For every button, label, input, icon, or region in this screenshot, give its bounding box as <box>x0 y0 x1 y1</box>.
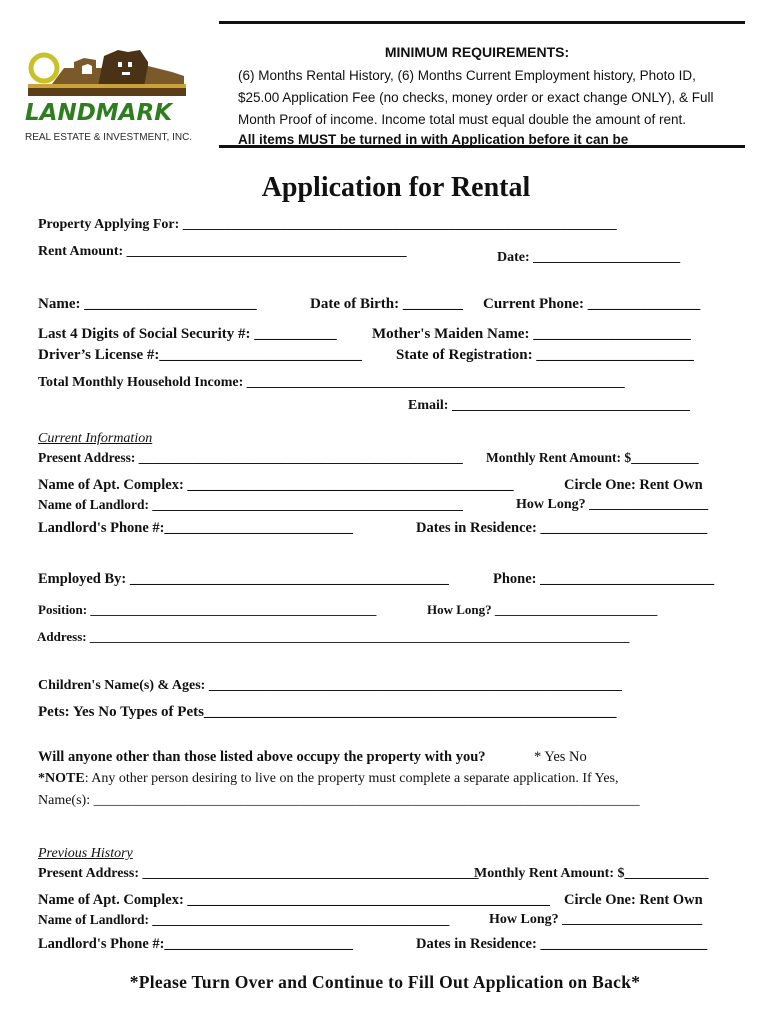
employer-address-field[interactable]: Address: ___________________________________________________________________________________ <box>37 629 630 644</box>
household-income-field[interactable]: Total Monthly Household Income: ______________________________________________________ <box>38 375 625 390</box>
requirements-line-4: All items MUST be turned in with Application before it can be <box>238 132 629 147</box>
current-rent-own-choice[interactable]: Circle One: Rent Own <box>564 477 703 493</box>
employment-how-long-field[interactable]: How Long? _________________________ <box>427 602 658 617</box>
logo-buildings-graphic <box>22 46 192 106</box>
current-monthly-rent-field[interactable]: Monthly Rent Amount: $__________ <box>486 450 699 465</box>
previous-dates-residence-field[interactable]: Dates in Residence: _______________________ <box>416 936 708 952</box>
drivers-license-field[interactable]: Driver’s License #:___________________________ <box>38 347 362 363</box>
note-text: : Any other person desiring to live on the property must complete a separate application. If Yes, <box>84 771 619 786</box>
requirements-line-1: (6) Months Rental History, (6) Months Current Employment history, Photo ID, <box>238 68 696 83</box>
requirements-line-3: Month Proof of income. Income total must equal double the amount of rent. <box>238 112 687 127</box>
current-how-long-field[interactable]: How Long? _________________ <box>516 497 709 512</box>
logo-wordmark: LANDMARK <box>25 100 173 126</box>
previous-how-long-field[interactable]: How Long? ____________________ <box>489 912 703 927</box>
current-apt-complex-field[interactable]: Name of Apt. Complex: _____________________________________________ <box>38 477 514 493</box>
previous-present-address-field[interactable]: Present Address: ________________________________________________ <box>38 866 479 881</box>
current-landlord-name-field[interactable]: Name of Landlord: ______________________________________________ <box>38 497 463 512</box>
dob-field[interactable]: Date of Birth: ________ <box>310 296 463 312</box>
note-line <box>38 771 619 787</box>
previous-monthly-rent-field[interactable]: Monthly Rent Amount: $____________ <box>474 866 709 881</box>
other-occupant-names-field[interactable]: Name(s): ______________________________________________________________________________ <box>38 793 640 808</box>
maiden-name-field[interactable]: Mother's Maiden Name: _____________________ <box>372 326 691 342</box>
other-occupants-question: Will anyone other than those listed above occupy the property with you? <box>38 749 486 765</box>
previous-landlord-phone-field[interactable]: Landlord's Phone #:__________________________ <box>38 936 353 952</box>
position-field[interactable]: Position: ____________________________________________ <box>38 602 377 617</box>
turn-over-footer: *Please Turn Over and Continue to Fill Out Application on Back* <box>129 972 641 992</box>
current-landlord-phone-field[interactable]: Landlord's Phone #:__________________________ <box>38 520 353 536</box>
logo-subtitle: REAL ESTATE & INVESTMENT, INC. <box>25 132 193 143</box>
current-phone-field[interactable]: Current Phone: _______________ <box>483 296 701 312</box>
previous-history-heading: Previous History <box>38 846 133 861</box>
children-field[interactable]: Children's Name(s) & Ages: ___________________________________________________________ <box>38 678 622 693</box>
current-info-heading: Current Information <box>38 431 153 446</box>
header-top-rule <box>219 21 745 24</box>
previous-apt-complex-field[interactable]: Name of Apt. Complex: __________________________________________________ <box>38 892 550 908</box>
previous-landlord-name-field[interactable]: Name of Landlord: ____________________________________________ <box>38 912 450 927</box>
ssn-field[interactable]: Last 4 Digits of Social Security #: ___________ <box>38 326 337 342</box>
requirements-title: MINIMUM REQUIREMENTS: <box>384 44 570 60</box>
pets-field[interactable]: Pets: Yes No Types of Pets_______________________________________________________ <box>38 704 617 720</box>
rent-amount-field[interactable]: Rent Amount: ________________________________________ <box>38 244 407 259</box>
employed-by-field[interactable]: Employed By: ____________________________________________ <box>38 571 449 587</box>
requirements-line-2: $25.00 Application Fee (no checks, money order or exact change ONLY), & Full <box>238 90 714 105</box>
other-occupants-options[interactable]: * Yes No <box>534 749 587 765</box>
note-label: *NOTE <box>38 771 85 786</box>
state-registration-field[interactable]: State of Registration: _____________________ <box>396 347 694 363</box>
name-field[interactable]: Name: _______________________ <box>38 296 257 312</box>
email-field[interactable]: Email: __________________________________ <box>408 398 690 413</box>
current-dates-residence-field[interactable]: Dates in Residence: _______________________ <box>416 520 708 536</box>
previous-rent-own-choice[interactable]: Circle One: Rent Own <box>564 892 703 908</box>
current-present-address-field[interactable]: Present Address: ________________________________________________ <box>38 450 463 465</box>
date-field[interactable]: Date: _____________________ <box>497 250 681 265</box>
property-applying-field[interactable]: Property Applying For: ______________________________________________________________ <box>38 217 617 232</box>
employer-phone-field[interactable]: Phone: ________________________ <box>493 571 715 587</box>
form-title: Application for Rental <box>261 172 531 203</box>
requirements-box <box>232 44 742 147</box>
company-logo <box>22 46 192 146</box>
